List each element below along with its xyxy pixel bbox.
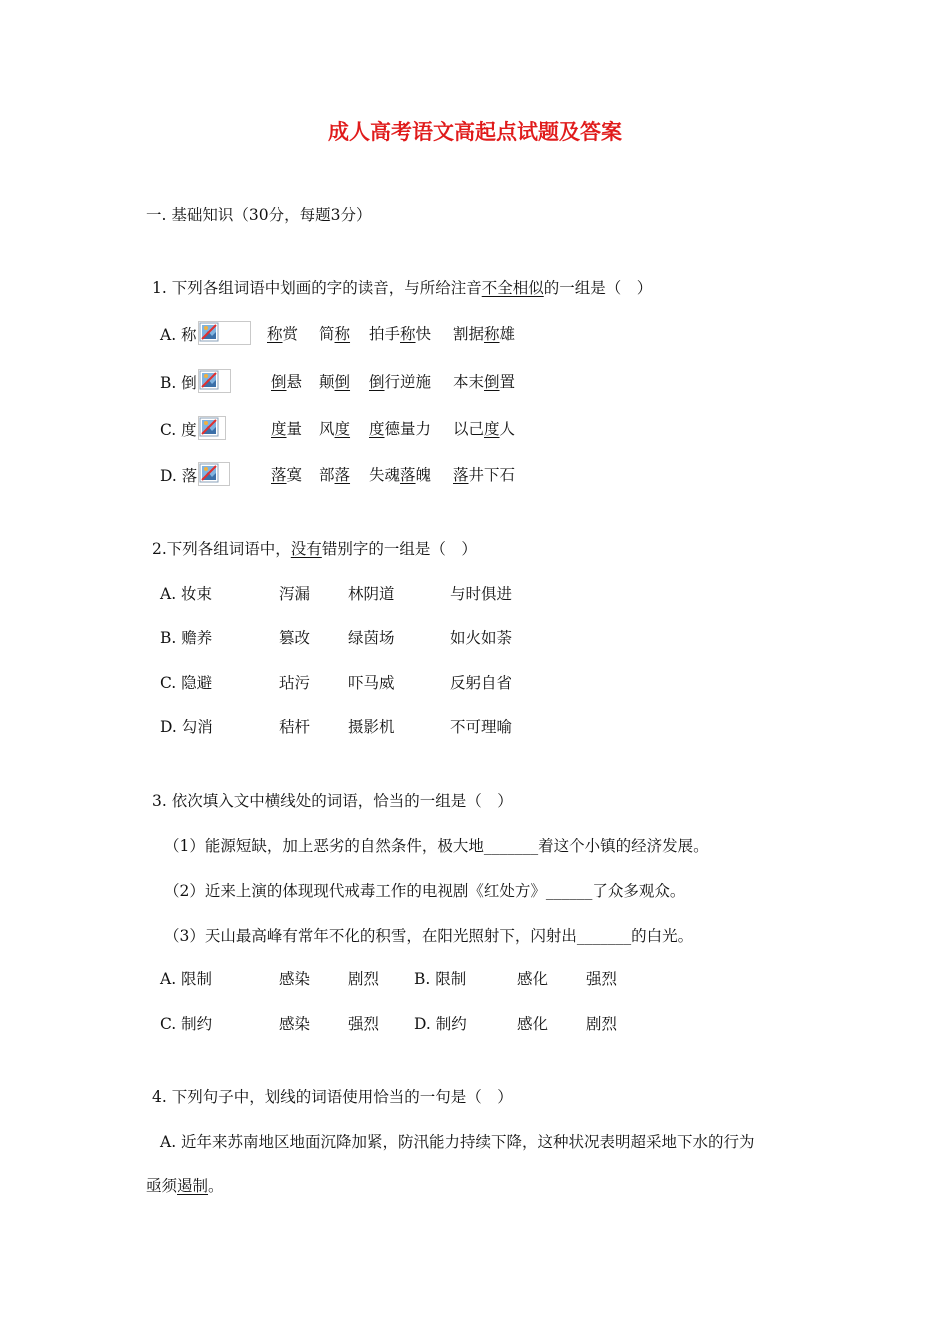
q2-stem bbox=[152, 539, 477, 559]
q1-word: 以己度人 bbox=[453, 420, 516, 438]
q4-option-a-line2 bbox=[146, 1176, 224, 1196]
q1-word: 部落 bbox=[319, 466, 351, 484]
broken-image-icon bbox=[198, 462, 230, 486]
q1-word: 称赏 bbox=[267, 325, 299, 343]
q1-word: 割据称雄 bbox=[453, 325, 516, 343]
q3-word: 感染 bbox=[279, 1015, 311, 1033]
q2-word: 反躬自省 bbox=[450, 674, 513, 692]
q1-option-a[interactable] bbox=[160, 324, 251, 348]
q3-word: 剧烈 bbox=[348, 970, 380, 988]
q3-word: 剧烈 bbox=[586, 1015, 618, 1033]
q1-stem-emphasis: 不全相似 bbox=[481, 279, 544, 297]
q1-word: 颠倒 bbox=[319, 373, 351, 391]
q2-option-b[interactable]: B. 赡养 bbox=[160, 629, 213, 647]
q2-stem-tail: 错别字的一组是（ ） bbox=[321, 540, 477, 558]
q2-word: 泻漏 bbox=[279, 585, 311, 603]
q2-word: 与时俱进 bbox=[450, 585, 513, 603]
q3-sentence-2: （2）近来上演的体现现代戒毒工作的电视剧《红处方》______了众多观众。 bbox=[164, 882, 686, 900]
broken-image-icon bbox=[198, 369, 231, 393]
q1-word: 度量 bbox=[271, 420, 303, 438]
q3-option[interactable]: C. 制约 bbox=[160, 1015, 213, 1033]
q1-option-c[interactable] bbox=[160, 419, 226, 443]
q2-option-d[interactable]: D. 勾消 bbox=[160, 718, 213, 736]
q4-a-tail: 。 bbox=[208, 1177, 224, 1195]
q2-option-a[interactable]: A. 妆束 bbox=[160, 585, 213, 603]
q2-stem-emphasis: 没有 bbox=[290, 540, 322, 558]
q3-option[interactable]: B. 限制 bbox=[414, 970, 467, 988]
q3-word: 感化 bbox=[517, 1015, 549, 1033]
q2-stem-text: 2.下列各组词语中， bbox=[152, 540, 291, 558]
q1-word: 落寞 bbox=[271, 466, 303, 484]
q3-word: 感化 bbox=[517, 970, 549, 988]
q3-sentence-1: （1）能源短缺，加上恶劣的自然条件，极大地_______着这个小镇的经济发展。 bbox=[164, 837, 709, 855]
option-label: D. 落 bbox=[160, 467, 198, 485]
q4-option-a-line1: A. 近年来苏南地区地面沉降加紧，防汛能力持续下降，这种状况表明超采地下水的行为 bbox=[160, 1133, 755, 1151]
document-title: 成人高考语文高起点试题及答案 bbox=[328, 120, 622, 144]
q2-word: 林阴道 bbox=[348, 585, 395, 603]
q2-word: 玷污 bbox=[279, 674, 311, 692]
q4-a-text: 亟须 bbox=[146, 1177, 178, 1195]
q1-word: 简称 bbox=[319, 325, 351, 343]
q3-stem: 3. 依次填入文中横线处的词语，恰当的一组是（ ） bbox=[152, 792, 513, 810]
broken-image-icon bbox=[198, 416, 226, 440]
broken-image-icon bbox=[198, 321, 251, 345]
q3-option[interactable]: A. 限制 bbox=[160, 970, 213, 988]
q2-word: 绿茵场 bbox=[348, 629, 395, 647]
q2-word: 不可理喻 bbox=[450, 718, 513, 736]
q1-stem-tail: 的一组是（ ） bbox=[543, 279, 653, 297]
q1-word: 倒悬 bbox=[271, 373, 303, 391]
q3-word: 强烈 bbox=[348, 1015, 380, 1033]
q1-word: 倒行逆施 bbox=[369, 373, 432, 391]
q2-word: 秸杆 bbox=[279, 718, 311, 736]
q1-word: 落井下石 bbox=[453, 466, 516, 484]
q1-option-b[interactable] bbox=[160, 372, 231, 396]
q4-stem: 4. 下列句子中，划线的词语使用恰当的一句是（ ） bbox=[152, 1088, 513, 1106]
q1-stem bbox=[152, 278, 652, 298]
option-label: A. 称 bbox=[160, 326, 197, 344]
q1-word: 拍手称快 bbox=[369, 325, 432, 343]
q2-word: 摄影机 bbox=[348, 718, 395, 736]
q2-option-c[interactable]: C. 隐避 bbox=[160, 674, 213, 692]
q2-word: 如火如荼 bbox=[450, 629, 513, 647]
q3-sentence-3: （3）天山最高峰有常年不化的积雪，在阳光照射下，闪射出_______的白光。 bbox=[164, 927, 694, 945]
q4-a-underlined: 遏制 bbox=[177, 1177, 209, 1195]
option-label: C. 度 bbox=[160, 421, 197, 439]
q1-stem-text: 1. 下列各组词语中划画的字的读音，与所给注音 bbox=[152, 279, 482, 297]
q1-option-d[interactable] bbox=[160, 465, 230, 489]
q2-word: 篡改 bbox=[279, 629, 311, 647]
q1-word: 度德量力 bbox=[369, 420, 432, 438]
q2-word: 吓马威 bbox=[348, 674, 395, 692]
option-label: B. 倒 bbox=[160, 374, 197, 392]
q1-word: 风度 bbox=[319, 420, 351, 438]
q1-word: 失魂落魄 bbox=[369, 466, 432, 484]
q3-option[interactable]: D. 制约 bbox=[414, 1015, 467, 1033]
section-heading: 一. 基础知识（30分，每题3分） bbox=[146, 206, 372, 224]
q1-word: 本末倒置 bbox=[453, 373, 516, 391]
q3-word: 强烈 bbox=[586, 970, 618, 988]
q3-word: 感染 bbox=[279, 970, 311, 988]
